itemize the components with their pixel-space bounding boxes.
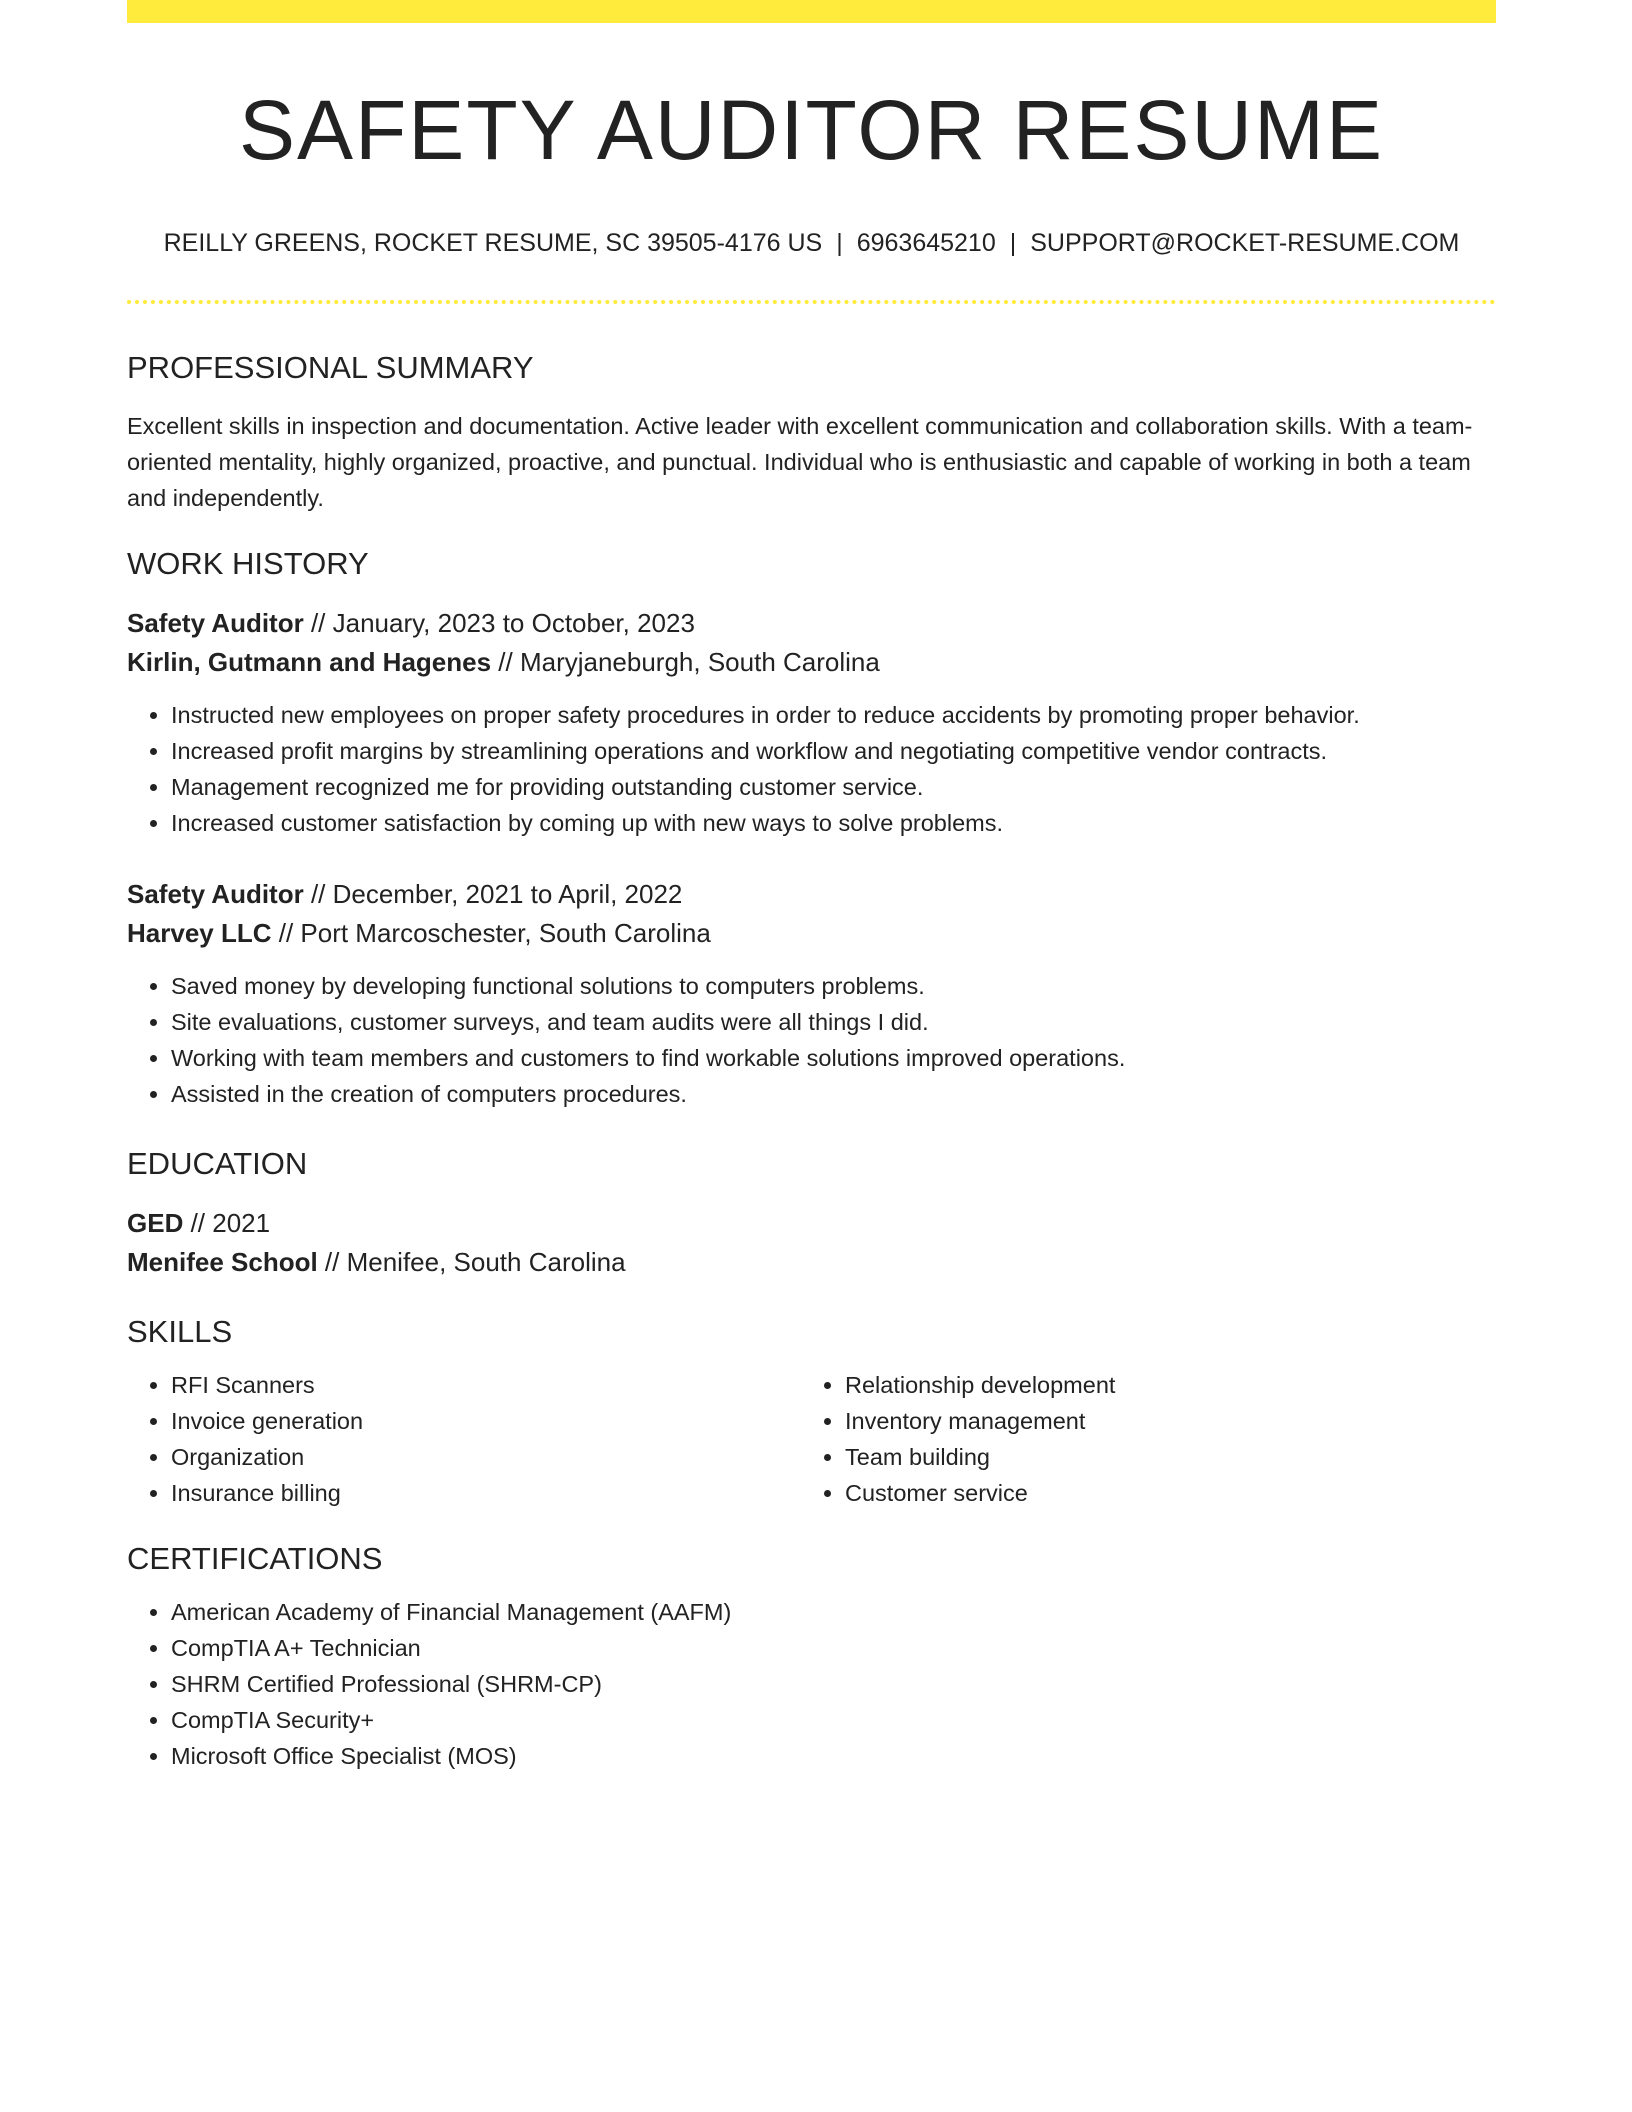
work-history-heading: WORK HISTORY [127,546,369,581]
list-item: • Organization [171,1439,801,1475]
education-entry [127,1204,1496,1282]
job-company-line [127,914,1496,953]
education-degree: GED [127,1208,184,1238]
education-school-line [127,1243,1496,1282]
dotted-divider [127,300,1496,304]
certifications-heading: CERTIFICATIONS [127,1541,383,1576]
job-location: // Maryjaneburgh, South Carolina [491,647,880,677]
list-item: • CompTIA A+ Technician [171,1630,1496,1666]
list-item: • Site evaluations, customer surveys, and team audits were all things I did. [171,1004,1496,1040]
list-item: • Assisted in the creation of computers procedures. [171,1076,1496,1112]
contact-email: SUPPORT@ROCKET-RESUME.COM [1030,229,1460,257]
list-item: • RFI Scanners [171,1367,801,1403]
job-company-line [127,643,1496,682]
list-item: • Invoice generation [171,1403,801,1439]
summary-text: Excellent skills in inspection and documentation. Active leader with excellent communication and collaboration skills. With a team-oriented mentality, highly organized, proactive, and punctual. Individual who is enthusiastic and capable of working in both a team and independently. [127,413,1473,511]
job-role: Safety Auditor [127,879,304,909]
skills-grid [127,1367,1496,1511]
list-item: • Microsoft Office Specialist (MOS) [171,1738,1496,1774]
list-item: • Insurance billing [171,1475,801,1511]
job-bullets [127,968,1496,1112]
list-item: • Increased customer satisfaction by coming up with new ways to solve problems. [171,805,1496,841]
list-item: • Management recognized me for providing outstanding customer service. [171,769,1496,805]
education-year: // 2021 [183,1208,271,1238]
contact-separator: | [836,229,843,257]
page-title: SAFETY AUDITOR RESUME [238,83,1385,177]
list-item: • Working with team members and customers to find workable solutions improved operations. [171,1040,1496,1076]
list-item: • Instructed new employees on proper safety procedures in order to reduce accidents by promoting proper behavior. [171,697,1496,733]
contact-phone: 6963645210 [856,229,996,257]
job-entry [127,604,1496,841]
skills-column-left [127,1367,801,1511]
job-role-line [127,604,1496,643]
list-item: • Inventory management [845,1403,1475,1439]
list-item: • Increased profit margins by streamlining operations and workflow and negotiating competitive vendor contracts. [171,733,1496,769]
list-item: • Relationship development [845,1367,1475,1403]
contact-address: REILLY GREENS, ROCKET RESUME, SC 39505-4176 US [163,229,823,257]
education-school: Menifee School [127,1247,318,1277]
education-heading: EDUCATION [127,1146,308,1181]
list-item: • SHRM Certified Professional (SHRM-CP) [171,1666,1496,1702]
job-dates: // January, 2023 to October, 2023 [303,608,695,638]
job-role: Safety Auditor [127,608,304,638]
contact-separator: | [1009,229,1017,257]
job-company: Kirlin, Gutmann and Hagenes [127,647,492,677]
job-dates: // December, 2021 to April, 2022 [303,879,683,909]
summary-heading: PROFESSIONAL SUMMARY [127,350,534,385]
list-item: • American Academy of Financial Management (AAFM) [171,1594,1496,1630]
job-entry [127,875,1496,1112]
list-item: • CompTIA Security+ [171,1702,1496,1738]
resume-content [127,0,1496,1774]
education-degree-line [127,1204,1496,1243]
job-role-line [127,875,1496,914]
list-item: • Team building [845,1439,1475,1475]
list-item: • Customer service [845,1475,1475,1511]
education-location: // Menifee, South Carolina [317,1247,626,1277]
certifications-list [127,1594,1496,1774]
job-location: // Port Marcoschester, South Carolina [271,918,711,948]
list-item: • Saved money by developing functional solutions to computers problems. [171,968,1496,1004]
skills-column-right [801,1367,1475,1511]
job-bullets [127,697,1496,841]
contact-line [127,226,1496,260]
job-company: Harvey LLC [127,918,272,948]
skills-heading: SKILLS [127,1314,233,1349]
